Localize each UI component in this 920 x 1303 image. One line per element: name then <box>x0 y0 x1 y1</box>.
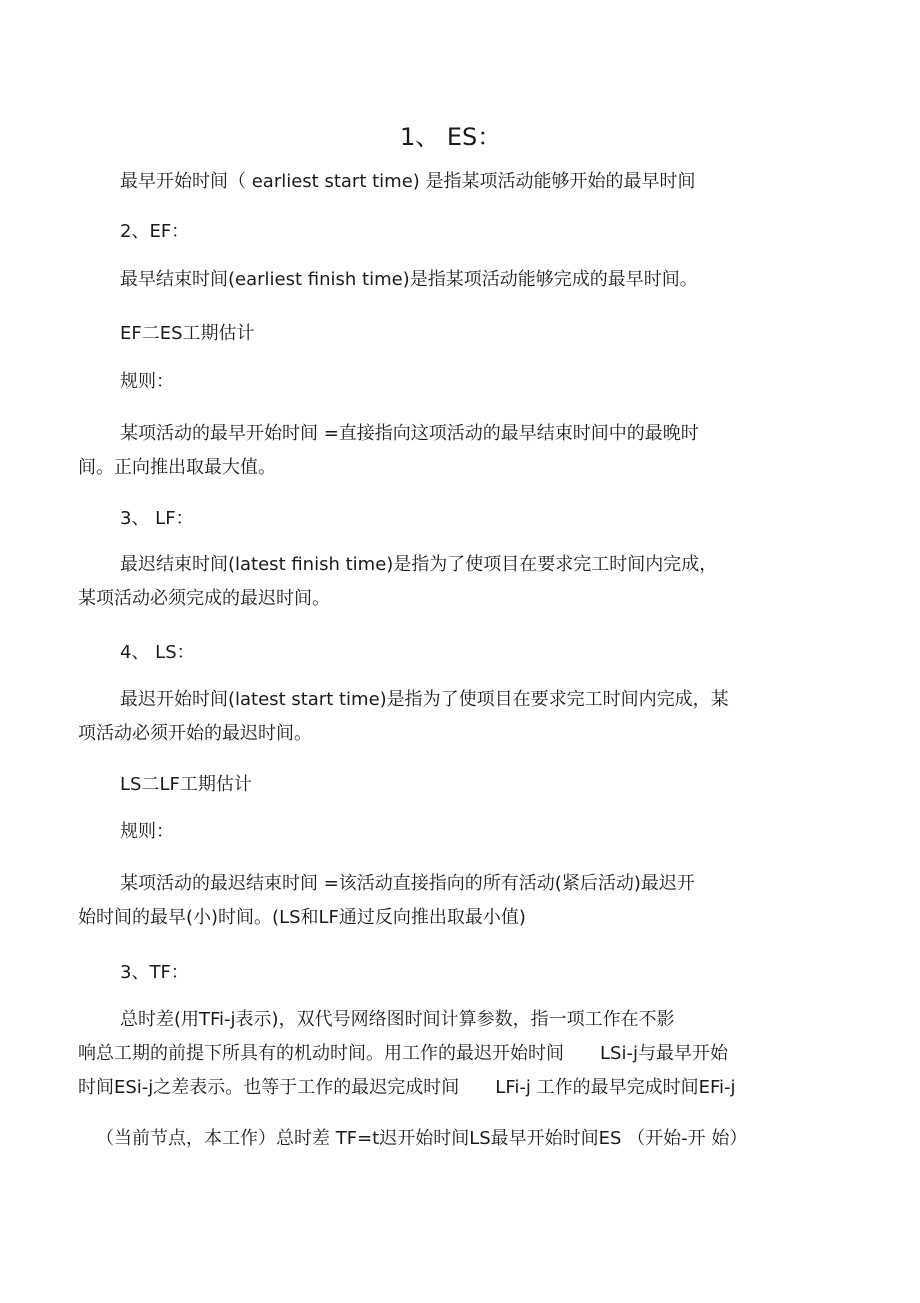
es-definition: 最早开始时间（ earliest start time) 是指某项活动能够开始的最早时间 <box>120 171 696 192</box>
ef-formula: EF二ES工期估计 <box>120 323 255 344</box>
rule-text-line: 某项活动的最早开始时间 =直接指向这项活动的最早结束时间中的最晚时 <box>120 423 699 444</box>
lf-definition-line: 最迟结束时间(latest finish time)是指为了使项目在要求完工时间内完成， <box>120 554 718 575</box>
tf-text-line: 响总工期的前提下所具有的机动时间。用工作的最迟开始时间 LSi-j与最早开始 <box>78 1043 728 1064</box>
ef-definition: 最早结束时间(earliest finish time)是指某项活动能够完成的最早时间。 <box>120 269 698 290</box>
lf-definition-line: 某项活动必须完成的最迟时间。 <box>78 588 330 609</box>
ef-heading: 2、EF： <box>120 221 190 242</box>
ls-heading: 4、 LS： <box>120 642 195 663</box>
tf-heading: 3、TF： <box>120 962 189 983</box>
ls-definition-line: 最迟开始时间(latest start time)是指为了使项目在要求完工时间内完成，某 <box>120 689 729 710</box>
tf-text-line: 总时差(用TFi-j表示)，双代号网络图时间计算参数，指一项工作在不影 <box>120 1009 675 1030</box>
ls-definition-line: 项活动必须开始的最迟时间。 <box>78 723 312 744</box>
rule-text-line: 始时间的最早(小)时间。(LS和LF通过反向推出取最小值) <box>78 907 526 928</box>
ls-formula: LS二LF工期估计 <box>120 774 252 795</box>
rule-text-line: 间。正向推出取最大值。 <box>78 457 276 478</box>
page-title: 1、 ES： <box>400 123 502 151</box>
rule-label: 规则： <box>120 371 174 392</box>
tf-text-line: （当前节点，本工作）总时差 TF=t迟开始时间LS最早开始时间ES （开始-开 始） <box>96 1128 748 1149</box>
lf-heading: 3、 LF： <box>120 508 194 529</box>
rule-text-line: 某项活动的最迟结束时间 =该活动直接指向的所有活动(紧后活动)最迟开 <box>120 873 695 894</box>
tf-text-line: 时间ESi-j之差表示。也等于工作的最迟完成时间 LFi-j 工作的最早完成时间EFi-j <box>78 1077 736 1098</box>
rule-label: 规则： <box>120 821 174 842</box>
